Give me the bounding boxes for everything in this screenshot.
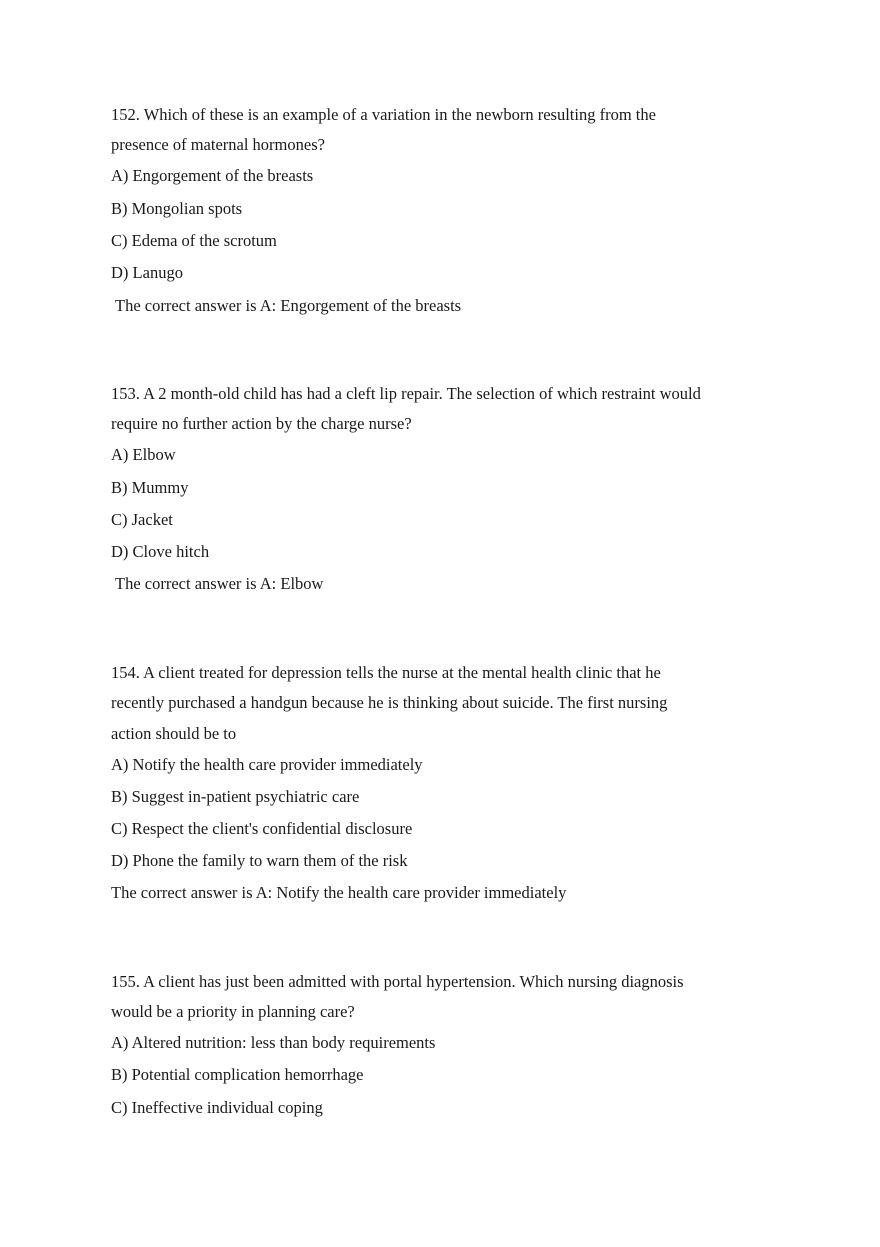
question-152-option-d: D) Lanugo (111, 263, 183, 282)
question-155-stem-line-1: 155. A client has just been admitted with portal hypertension. Which nursing diagnosis (111, 972, 684, 991)
question-153-stem-line-2: require no further action by the charge nurse? (111, 414, 412, 433)
question-153-option-b: B) Mummy (111, 478, 189, 497)
question-155-stem-line-2: would be a priority in planning care? (111, 1002, 355, 1021)
question-155-option-b: B) Potential complication hemorrhage (111, 1065, 364, 1084)
question-153-option-d: D) Clove hitch (111, 542, 210, 561)
question-155-option-a: A) Altered nutrition: less than body requirements (111, 1033, 436, 1052)
question-153-answer: The correct answer is A: Elbow (115, 574, 324, 593)
question-154-option-c: C) Respect the client's confidential disclosure (111, 819, 413, 838)
question-154-stem-line-2: recently purchased a handgun because he is thinking about suicide. The first nursing (111, 693, 668, 712)
question-153-option-a: A) Elbow (111, 445, 176, 464)
question-154-option-b: B) Suggest in-patient psychiatric care (111, 787, 360, 806)
question-154-answer: The correct answer is A: Notify the health care provider immediately (111, 883, 567, 902)
question-153-option-c: C) Jacket (111, 510, 173, 529)
question-152-option-a: A) Engorgement of the breasts (111, 166, 314, 185)
question-154-stem-line-1: 154. A client treated for depression tells the nurse at the mental health clinic that he (111, 663, 661, 682)
question-152-option-c: C) Edema of the scrotum (111, 231, 277, 250)
question-152-answer: The correct answer is A: Engorgement of the breasts (115, 296, 462, 315)
question-152-option-b: B) Mongolian spots (111, 199, 243, 218)
question-152-stem-line-1: 152. Which of these is an example of a variation in the newborn resulting from the (111, 105, 656, 124)
question-154-option-a: A) Notify the health care provider immediately (111, 755, 423, 774)
question-153-stem-line-1: 153. A 2 month-old child has had a cleft lip repair. The selection of which restraint would (111, 384, 701, 403)
question-154-option-d: D) Phone the family to warn them of the risk (111, 851, 408, 870)
question-154-stem-line-3: action should be to (111, 724, 237, 743)
question-152-stem-line-2: presence of maternal hormones? (111, 135, 325, 154)
question-155-option-c: C) Ineffective individual coping (111, 1098, 323, 1117)
